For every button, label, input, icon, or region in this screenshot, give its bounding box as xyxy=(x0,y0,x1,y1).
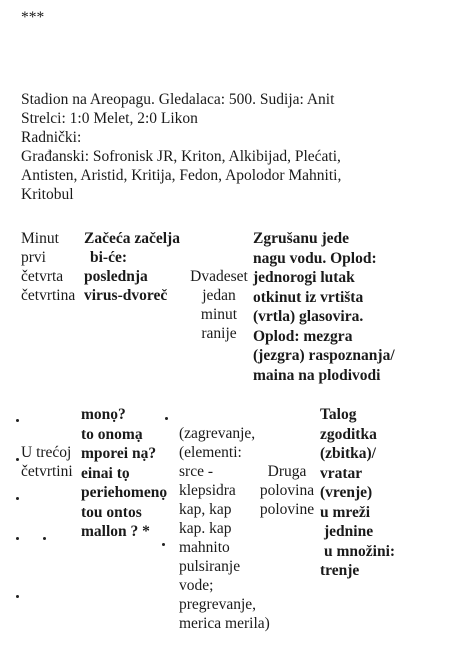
line: jedan xyxy=(202,287,236,304)
line: virus-dvoreč xyxy=(84,287,168,304)
line: (vrenje) xyxy=(320,484,373,501)
first-time-note xyxy=(184,267,254,343)
line: tou ontos xyxy=(81,503,142,521)
third-goal-commentary xyxy=(320,405,395,581)
line: mporei nạ? xyxy=(81,445,157,462)
line: mahnito xyxy=(179,539,230,556)
line: (vrtla) glasovira. xyxy=(253,308,364,325)
line: (zbitka)/ xyxy=(320,445,376,462)
line: četvrta xyxy=(21,268,64,285)
dot-mark xyxy=(16,497,19,500)
line: četvrtini xyxy=(21,463,73,480)
line: Talog xyxy=(320,406,357,423)
match-team-gradjanski-end: Kritobul xyxy=(21,186,74,203)
line: jednorogi lutak xyxy=(253,269,355,286)
line: polovine xyxy=(259,501,315,518)
line: Zgrušanu jede xyxy=(253,230,350,247)
line: u množini: xyxy=(324,542,396,560)
section-marker: *** xyxy=(21,9,45,26)
line: Dvadeset xyxy=(190,268,248,285)
line: vratar xyxy=(320,464,363,482)
first-commentary xyxy=(253,229,395,385)
line: maina na plodivodi xyxy=(253,366,381,384)
line: (jezgra) raspoznanja/ xyxy=(253,347,395,364)
line: jednine xyxy=(324,523,374,540)
first-play-text xyxy=(84,229,180,305)
line: mallon ? * xyxy=(81,523,150,540)
line: monọ? xyxy=(81,406,126,423)
line: poslednja xyxy=(84,268,148,285)
line: otkinut iz vrtišta xyxy=(253,288,364,306)
third-elements-note xyxy=(179,424,270,633)
match-team-gradjanski-cont: Antisten, Aristid, Kritija, Fedon, Apolodor Mahniti, xyxy=(21,167,342,184)
dot-mark xyxy=(16,595,19,598)
line: bi-će: xyxy=(90,249,128,266)
dot-mark xyxy=(165,417,168,420)
dot-mark xyxy=(16,419,19,422)
third-time-label xyxy=(21,443,73,481)
line: trenje xyxy=(320,562,360,579)
line: Začeća začelja xyxy=(84,230,180,247)
line: U trećoj xyxy=(21,444,72,461)
line: prvi xyxy=(21,249,46,266)
line: Oplod: mezgra xyxy=(253,327,353,345)
line: srce - xyxy=(179,463,213,480)
line: Minut xyxy=(21,230,59,247)
dot-mark xyxy=(16,458,19,461)
match-team-gradjanski: Građanski: Sofronisk JR, Kriton, Alkibijad, Plećati, xyxy=(21,148,341,165)
dot-mark xyxy=(16,537,19,540)
line: polovina xyxy=(259,482,315,499)
match-stadium-line: Stadion na Areopagu. Gledalaca: 500. Sudija: Anit xyxy=(21,91,335,108)
first-time-label xyxy=(21,229,75,305)
line: četvrtina xyxy=(21,287,76,304)
match-scorers-line: Strelci: 1:0 Melet, 2:0 Likon xyxy=(21,110,198,127)
line: pregrevanje, xyxy=(179,596,257,613)
line: zgoditka xyxy=(320,425,377,443)
line: Druga xyxy=(267,463,307,480)
third-greek-text xyxy=(81,405,167,542)
dot-mark xyxy=(43,537,46,540)
line: klepsidra xyxy=(179,482,236,499)
line: to onomạ xyxy=(81,425,143,443)
line: minut xyxy=(200,306,238,323)
line: einai tọ xyxy=(81,464,130,482)
line: periehomenọ xyxy=(81,484,168,501)
line: pulsiranje xyxy=(179,558,241,575)
line: vode; xyxy=(179,577,214,594)
line: (elementi: xyxy=(179,444,242,461)
line: u mreži xyxy=(320,503,371,521)
line: kap. kap xyxy=(179,520,232,537)
line: merica merila) xyxy=(179,615,270,632)
line: nagu vodu. Oplod: xyxy=(253,249,377,267)
match-team-radnicki: Radnički: xyxy=(21,129,82,146)
line: kap, kap xyxy=(179,501,232,518)
line: (zagrevanje, xyxy=(179,425,256,442)
third-half-note xyxy=(254,462,320,519)
dot-mark xyxy=(162,543,165,546)
line: ranije xyxy=(201,325,237,342)
